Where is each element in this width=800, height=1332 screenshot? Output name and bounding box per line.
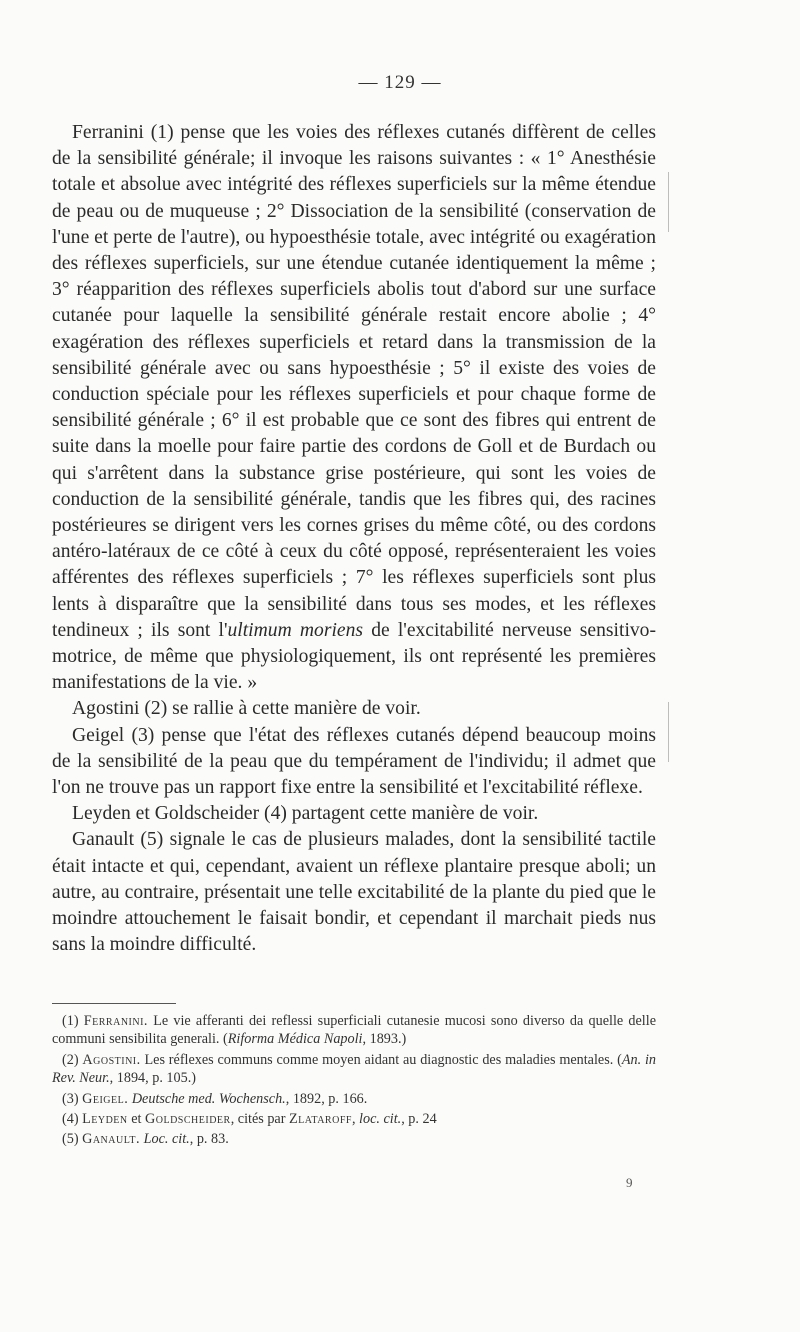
footnote-author: Agostini. [82, 1051, 141, 1068]
footnote-2 [52, 1051, 656, 1088]
footnote-text: Le vie afferanti dei reflessi superficiali cutanesie mucosi sono diverso da quelle delle communi sensibilita generali. ( [52, 1013, 656, 1048]
margin-rule [668, 702, 669, 762]
footnote-author: Geigel. [82, 1090, 129, 1107]
footnotes [52, 1012, 656, 1151]
footnote-text: Les réflexes communs comme moyen aidant au diagnostic des maladies mentales. ( [140, 1051, 622, 1068]
margin-rule [668, 172, 669, 232]
page-number-header: — 129 — [358, 72, 442, 93]
footnote-number: (4) [62, 1111, 83, 1128]
paragraph-ganault: Ganault (5) signale le cas de plusieurs malades, dont la sensibilité tactile était intacte et qui, cependant, avaient un réflexe plantaire presque aboli; un autre, au contraire, présentait une telle excitabilité de la plante du pied que le moindre attouchement le faisait bondir, et cependant il marchait pieds nus sans la moindre difficulté. [52, 829, 656, 956]
footnote-text: , [351, 1111, 360, 1128]
footnote-rule [52, 1003, 176, 1004]
main-text [52, 120, 656, 959]
footnote-text: et [127, 1111, 145, 1128]
footnote-text: , cités par [230, 1111, 290, 1128]
latin-phrase: ultimum moriens [227, 619, 364, 641]
footnote-source: An. in Rev. Neur. [52, 1051, 657, 1087]
footnote-author: Zlataroff [289, 1111, 352, 1128]
footnote-number: (5) [62, 1131, 83, 1148]
paragraph-ferranini [52, 120, 656, 696]
footnote-source: loc. cit. [359, 1111, 402, 1128]
footnote-4 [52, 1110, 656, 1128]
footnote-source: Loc. cit. [143, 1131, 190, 1148]
footnote-author: Leyden [82, 1111, 128, 1128]
footnote-number: (1) [62, 1013, 84, 1029]
footnote-end: , 1894, p. 105.) [109, 1070, 196, 1087]
footnote-end: , 1892, p. 166. [285, 1090, 368, 1107]
signature-mark: 9 [626, 1175, 633, 1190]
paragraph-agostini: Agostini (2) se rallie à cette manière de voir. [72, 698, 421, 720]
footnote-author: Goldscheider [145, 1111, 231, 1128]
footnote-end: , p. 83. [189, 1131, 229, 1148]
footnote-1 [52, 1012, 656, 1049]
paragraph-leyden: Leyden et Goldscheider (4) partagent cette manière de voir. [72, 803, 539, 825]
footnote-3 [52, 1090, 656, 1108]
footnote-5 [52, 1130, 656, 1148]
footnote-author: Ganault. [82, 1131, 141, 1148]
footnote-end: , p. 24 [401, 1111, 437, 1128]
footnote-number: (2) [62, 1051, 83, 1068]
paragraph-text: Ferranini (1) pense que les voies des réflexes cutanés diffèrent de celles de la sensibilité générale; il invoque les raisons suivantes : « 1° Anesthésie totale et absolue avec intégrité des réflexes superficiels sur la même étendue de peau ou de muqueuse ; 2° Dissociation de la sensibilité (conservation de l'une et perte de l'autre), ou hypoesthésie totale, avec intégrité ou exagération des réflexes superficiels, sur une étendue cutanée identiquement la même ; 3° réapparition des réflexes superficiels abolis tout d'abord sur une surface cutanée pour laquelle la sensibilité générale restait encore abolie ; 4° exagération des réflexes superficiels et retard dans la transmission de la sensibilité générale avec ou sans hypoesthésie ; 5° il existe des voies de conduction spéciale pour les réflexes superficiels et pour chaque forme de sensibilité générale ; 6° il est probable que ce sont des fibres qui entrent de suite dans la moelle pour faire partie des cordons de Goll et de Burdach ou qui s'arrêtent dans la substance grise postérieure, qui sont les voies de conduction de la sensibilité générale, tandis que les fibres qui, des racines postérieures se dirigent vers les cornes grises du même côté, ou des cordons antéro-latéraux de ce côté à ceux du côté opposé, représenteraient les voies afférentes des réflexes superficiels ; 7° les réflexes superficiels sont plus lents à disparaître que la sensibilité dans tous ses modes, et les réflexes tendineux ; ils sont l' [52, 122, 656, 641]
footnote-source: Deutsche med. Wochensch. [131, 1090, 286, 1107]
footnote-end: , 1893.) [362, 1031, 407, 1048]
paragraph-text-end: de l'excitabilité nerveuse sensitivo-motrice, de même que physiologiquement, ils ont représenté les premières manifestations de la vie. » [52, 619, 657, 694]
footnote-source: Riforma Médica Napoli [227, 1031, 363, 1048]
paragraph-geigel: Geigel (3) pense que l'état des réflexes cutanés dépend beaucoup moins de la sensibilité de la peau que du tempérament de l'individu; il admet que l'on ne trouve pas un rapport fixe entre la sensibilité et l'excitabilité réflexe. [52, 724, 656, 799]
footnote-author: Ferranini. [83, 1013, 148, 1029]
footnote-number: (3) [62, 1090, 83, 1107]
